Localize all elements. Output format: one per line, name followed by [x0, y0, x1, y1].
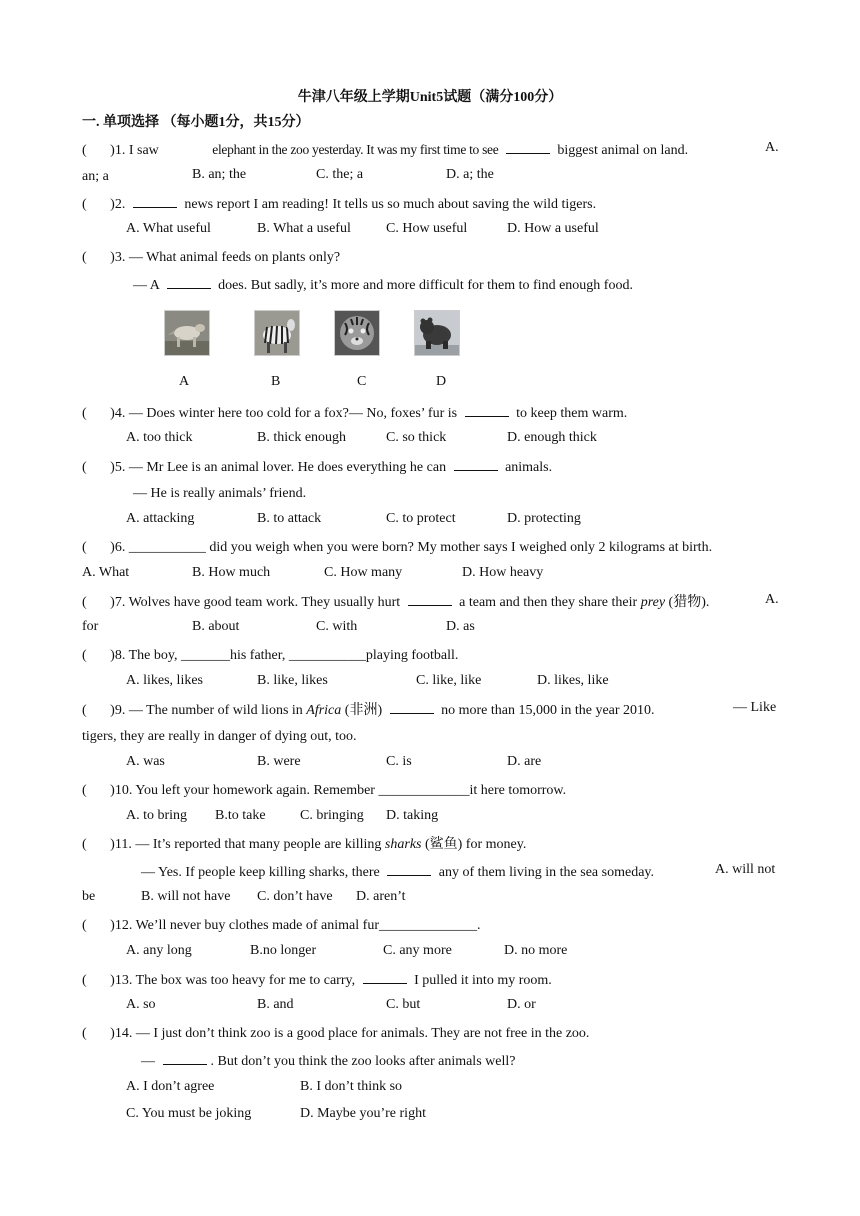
q9-option-b: B. were: [257, 754, 301, 769]
question-2: [82, 194, 782, 215]
q7-option-a-label: A.: [765, 592, 779, 607]
question-1: [82, 140, 782, 161]
answer-paren: (: [82, 918, 87, 933]
question-4: [82, 403, 782, 424]
q1-text-3: biggest animal on land.: [557, 143, 689, 158]
q10-option-a: A. to bring: [126, 808, 188, 823]
answer-blank: [387, 862, 431, 876]
answer-blank: [363, 970, 407, 984]
q1-text: )1. I saw: [110, 143, 159, 158]
q9-text-5: tigers, they are really in danger of dying out, too.: [82, 729, 357, 744]
q10-text: )10. You left your homework again. Remember _____________it here tomorrow.: [110, 783, 567, 798]
picture-label-c: C: [357, 374, 367, 389]
q11-option-a-cont: be: [82, 889, 96, 904]
q9-text-4: — Like: [733, 700, 777, 715]
answer-blank: [506, 140, 550, 154]
picture-label-a: A: [179, 374, 190, 389]
section-heading: 一. 单项选择 （每小题1分，共15分）: [82, 115, 310, 130]
question-12: [82, 916, 782, 936]
q12-option-d: D. no more: [504, 943, 568, 958]
answer-paren: (: [82, 703, 87, 718]
q9-option-a: A. was: [126, 754, 165, 769]
q12-option-a: A. any long: [126, 943, 192, 958]
q5-response: — He is really animals’ friend.: [133, 486, 307, 501]
q11-text-4: any of them living in the sea someday.: [438, 865, 654, 880]
answer-paren: (: [82, 973, 87, 988]
q9-text: )9. — The number of wild lions in: [110, 703, 303, 718]
q4-option-c: C. so thick: [386, 430, 447, 445]
q6-text: )6. ___________ did you weigh when you were born? My mother says I weighed only 2 kilograms at birth.: [110, 540, 713, 555]
answer-paren: (: [82, 460, 87, 475]
q11-option-c: C. don’t have: [257, 889, 333, 904]
question-5: [82, 457, 782, 478]
q2-option-d: D. How a useful: [507, 221, 599, 236]
q10-option-b: B.to take: [215, 808, 266, 823]
q7-text-3: (猎物).: [668, 595, 710, 610]
q1-option-a: an; a: [82, 169, 109, 184]
q2-option-b: B. What a useful: [257, 221, 351, 236]
q5-option-d: D. protecting: [507, 511, 581, 526]
q7-prey: prey: [640, 595, 666, 610]
tiger-photo: [334, 310, 380, 356]
q8-option-c: C. like, like: [416, 673, 482, 688]
q14-option-c: C. You must be joking: [126, 1106, 252, 1121]
q3-response: [133, 275, 833, 296]
question-10: [82, 781, 782, 801]
q3-text-2: — A: [133, 278, 160, 293]
q14-response: [141, 1051, 841, 1072]
question-14: [82, 1024, 782, 1044]
q14-option-d: D. Maybe you’re right: [300, 1106, 426, 1121]
q11-sharks: sharks: [384, 837, 422, 852]
q14-dash: —: [141, 1054, 155, 1069]
answer-blank: [133, 194, 177, 208]
q11-option-a: A. will not: [715, 862, 776, 877]
q8-option-d: D. likes, like: [537, 673, 609, 688]
q13-text: )13. The box was too heavy for me to carry,: [110, 973, 356, 988]
q7-option-c: C. with: [316, 619, 358, 634]
q10-option-c: C. bringing: [300, 808, 364, 823]
q1-option-d: D. a; the: [446, 167, 494, 182]
q12-option-c: C. any more: [383, 943, 452, 958]
q14-option-a: A. I don’t agree: [126, 1079, 215, 1094]
q1-text-2: elephant in the zoo yesterday. It was my first time to see: [212, 142, 499, 157]
answer-blank: [454, 457, 498, 471]
q2-text: )2.: [110, 197, 126, 212]
answer-blank: [167, 275, 211, 289]
q12-option-b: B.no longer: [250, 943, 317, 958]
zebra-photo: [254, 310, 300, 356]
q8-option-a: A. likes, likes: [126, 673, 203, 688]
q13-option-c: C. but: [386, 997, 421, 1012]
q1-options: [82, 167, 782, 187]
q7-option-a: for: [82, 619, 99, 634]
q7-option-d: D. as: [446, 619, 475, 634]
q14-option-b: B. I don’t think so: [300, 1079, 403, 1094]
q14-text: )14. — I just don’t think zoo is a good place for animals. They are not free in the zoo.: [110, 1026, 590, 1041]
wolf-photo: [164, 310, 210, 356]
q11-text-2: (鲨鱼) for money.: [424, 837, 527, 852]
q4-text-2: to keep them warm.: [516, 406, 628, 421]
q9-option-c: C. is: [386, 754, 412, 769]
bear-photo: [414, 310, 460, 356]
q4-option-a: A. too thick: [126, 430, 193, 445]
q7-text: )7. Wolves have good team work. They usually hurt: [110, 595, 401, 610]
picture-label-b: B: [271, 374, 281, 389]
answer-blank: [465, 403, 509, 417]
q2-option-c: C. How useful: [386, 221, 468, 236]
question-9: [82, 700, 782, 721]
q5-option-a: A. attacking: [126, 511, 195, 526]
q9-text-3: no more than 15,000 in the year 2010.: [441, 703, 655, 718]
q9-africa: Africa: [306, 703, 342, 718]
question-3: [82, 248, 782, 268]
answer-blank: [408, 592, 452, 606]
answer-paren: (: [82, 406, 87, 421]
q13-text-2: I pulled it into my room.: [414, 973, 552, 988]
q7-text-2: a team and then they share their: [459, 595, 638, 610]
q6-option-b: B. How much: [192, 565, 271, 580]
answer-paren: (: [82, 143, 87, 158]
q11-option-d: D. aren’t: [356, 889, 406, 904]
q3-text-3: does. But sadly, it’s more and more difficult for them to find enough food.: [218, 278, 633, 293]
q10-option-d: D. taking: [386, 808, 439, 823]
q14-text-2: . But don’t you think the zoo looks after animals well?: [210, 1054, 516, 1069]
q6-option-d: D. How heavy: [462, 565, 544, 580]
picture-label-d: D: [436, 374, 447, 389]
answer-paren: (: [82, 197, 87, 212]
page-title: 牛津八年级上学期Unit5试题（满分100分）: [297, 90, 563, 105]
q6-option-a: A. What: [82, 565, 130, 580]
q1-option-c: C. the; a: [316, 167, 364, 182]
q9-text-2: (非洲): [344, 703, 383, 718]
q3-text: )3. — What animal feeds on plants only?: [110, 250, 341, 265]
q5-text: )5. — Mr Lee is an animal lover. He does everything he can: [110, 460, 447, 475]
q8-text: )8. The boy, _______his father, ___________playing football.: [110, 648, 459, 663]
q7-option-b: B. about: [192, 619, 240, 634]
q1-option-b: B. an; the: [192, 167, 247, 182]
answer-paren: (: [82, 540, 87, 555]
answer-paren: (: [82, 783, 87, 798]
answer-paren: (: [82, 595, 87, 610]
question-7: [82, 592, 782, 613]
q8-option-b: B. like, likes: [257, 673, 328, 688]
q5-text-2: animals.: [505, 460, 553, 475]
question-6: [82, 538, 782, 558]
q11-text: )11. — It’s reported that many people are killing: [110, 837, 382, 852]
answer-paren: (: [82, 837, 87, 852]
q11-option-b: B. will not have: [141, 889, 231, 904]
answer-blank: [390, 700, 434, 714]
q2-option-a: A. What useful: [126, 221, 211, 236]
question-11: [82, 835, 782, 855]
q12-text: )12. We’ll never buy clothes made of animal fur______________.: [110, 918, 481, 933]
q13-option-d: D. or: [507, 997, 536, 1012]
q1-option-a-label: A.: [765, 140, 779, 155]
answer-blank: [163, 1051, 207, 1065]
answer-paren: (: [82, 250, 87, 265]
q13-option-b: B. and: [257, 997, 294, 1012]
q4-option-b: B. thick enough: [257, 430, 347, 445]
q9-option-d: D. are: [507, 754, 542, 769]
question-8: [82, 646, 782, 666]
q6-option-c: C. How many: [324, 565, 403, 580]
q2-text-2: news report I am reading! It tells us so much about saving the wild tigers.: [184, 197, 597, 212]
q4-option-d: D. enough thick: [507, 430, 597, 445]
answer-paren: (: [82, 648, 87, 663]
q11-text-3: — Yes. If people keep killing sharks, there: [141, 865, 380, 880]
answer-paren: (: [82, 1026, 87, 1041]
q4-text: )4. — Does winter here too cold for a fox?— No, foxes’ fur is: [110, 406, 458, 421]
question-13: [82, 970, 782, 991]
q13-option-a: A. so: [126, 997, 156, 1012]
q5-option-c: C. to protect: [386, 511, 456, 526]
q5-option-b: B. to attack: [257, 511, 322, 526]
